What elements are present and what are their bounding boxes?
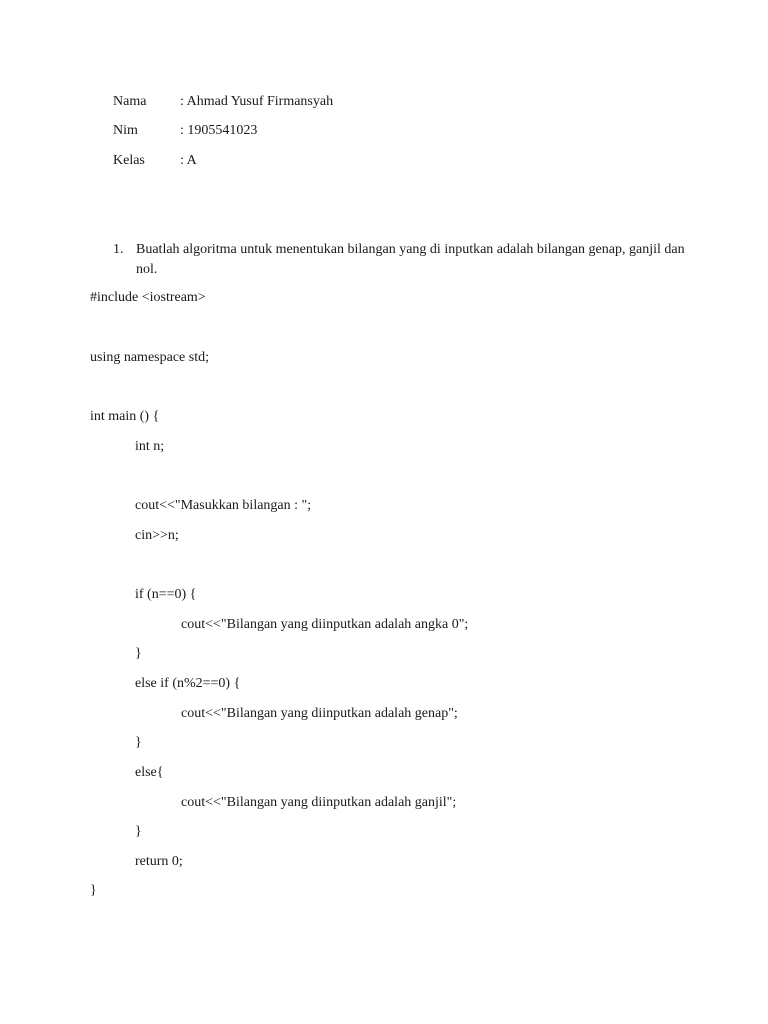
- code-line: cout<<"Bilangan yang diinputkan adalah angka 0";: [181, 617, 469, 632]
- name-value: : Ahmad Yusuf Firmansyah: [180, 94, 334, 109]
- code-line: cout<<"Bilangan yang diinputkan adalah ganjil";: [181, 795, 457, 810]
- nim-label: Nim: [113, 123, 138, 138]
- class-label: Kelas: [113, 153, 145, 168]
- code-line: using namespace std;: [90, 350, 209, 365]
- question-text: Buatlah algoritma untuk menentukan bilangan yang di inputkan adalah bilangan genap, ganjil dan nol.: [136, 242, 685, 277]
- code-line: return 0;: [135, 854, 183, 869]
- code-line: cin>>n;: [135, 528, 179, 543]
- code-line: cout<<"Masukkan bilangan : ";: [135, 498, 312, 513]
- code-line: }: [90, 883, 97, 898]
- code-line: }: [135, 824, 142, 839]
- code-line: else{: [135, 765, 164, 780]
- code-line: cout<<"Bilangan yang diinputkan adalah genap";: [181, 706, 458, 721]
- question-number: 1.: [113, 242, 124, 257]
- code-line: else if (n%2==0) {: [135, 676, 241, 691]
- code-line: int n;: [135, 439, 165, 454]
- code-line: int main () {: [90, 409, 160, 424]
- code-line: }: [135, 646, 142, 661]
- nim-value: : 1905541023: [180, 123, 258, 138]
- code-line: #include <iostream>: [90, 290, 206, 305]
- code-line: if (n==0) {: [135, 587, 197, 602]
- name-label: Nama: [113, 94, 147, 109]
- code-line: }: [135, 735, 142, 750]
- class-value: : A: [180, 153, 197, 168]
